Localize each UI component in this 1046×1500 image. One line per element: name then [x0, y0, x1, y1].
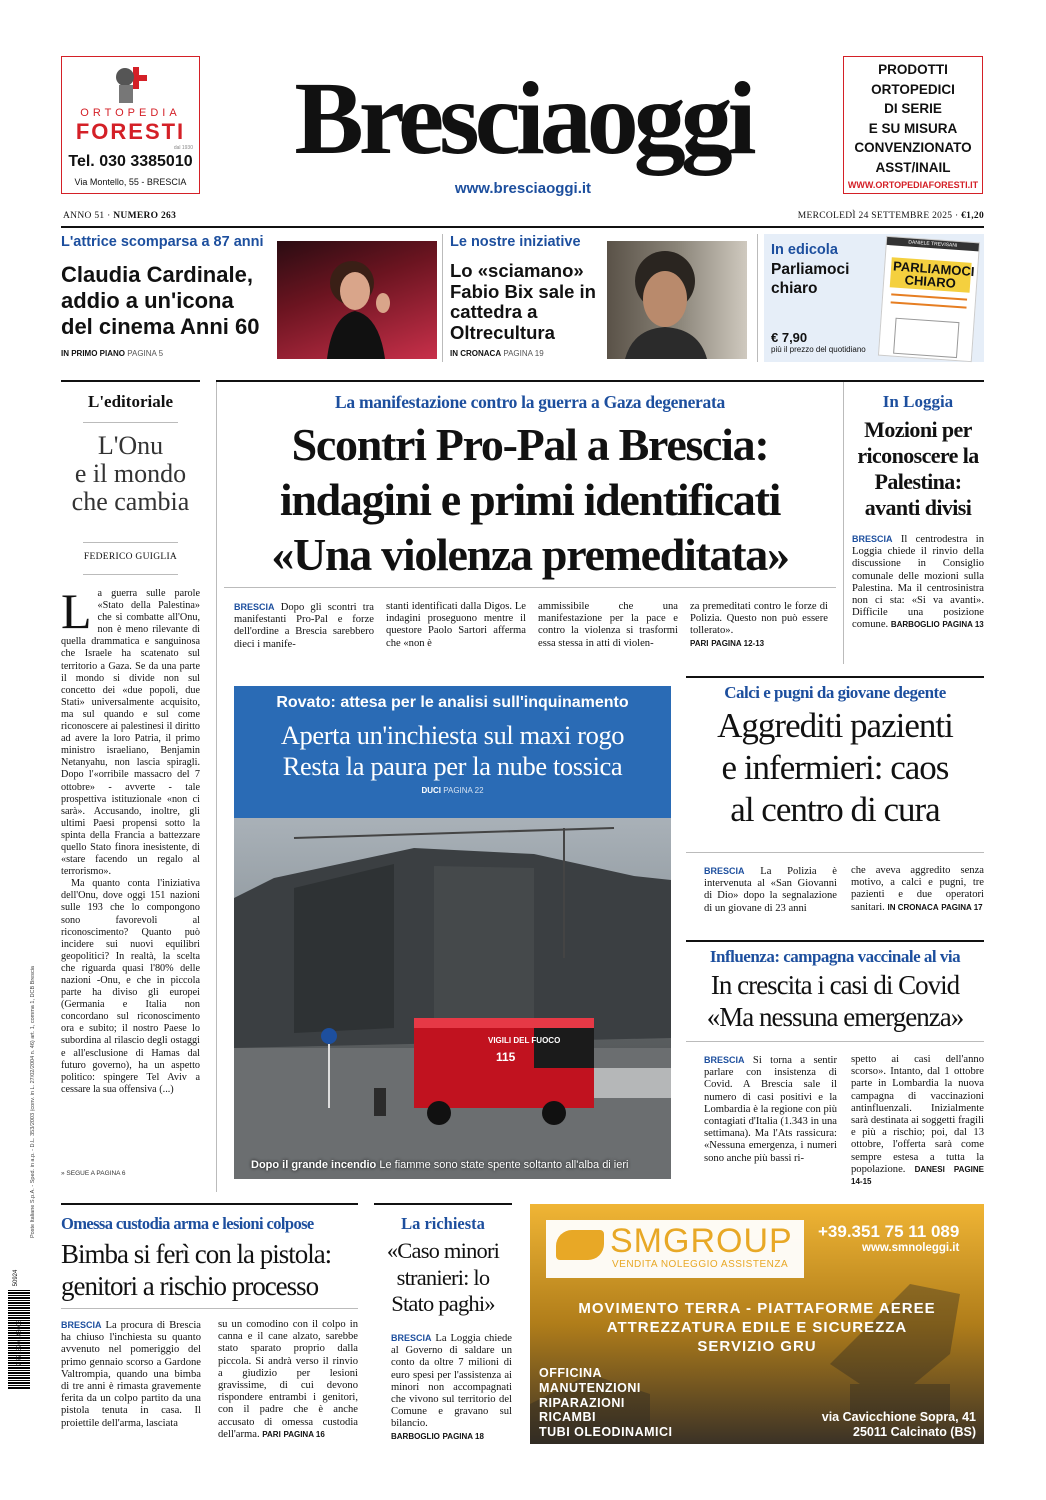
services-line: ORTOPEDICI: [871, 81, 955, 97]
minori-kicker: La richiesta: [401, 1214, 485, 1233]
bimba-col-2: su un comodino con il colpo in canna e il cane alzato, sarebbe stato sparato proprio dalla piccola. Si andrà verso il rinvio a giudizio per lesioni gravissime, di cui devono rispondere entrambi i genitori, con il padre che è anche accusato di omessa custodia dell'arma. PARI PAGINA 16: [218, 1319, 358, 1440]
bix-photo: [607, 241, 747, 359]
truck-text: VIGILI DEL FUOCO: [488, 1036, 561, 1045]
foresti-brand-tag: dal 1930: [173, 145, 193, 151]
influenza-col-1: BRESCIA Si torna a sentir parlare con insistenza di Covid. A Brescia sale il numero di casi positivi e la Lombardia è la regione con più contagiati d'Italia (1.343 in una settimana). Ma l'Ats rassicura: «Nessuna emergenza, i numeri sono anche più bassi ri-: [704, 1055, 837, 1164]
lead-kicker: La manifestazione contro la guerra a Gaza degenerata: [335, 392, 725, 412]
foresti-logo-icon: [111, 63, 151, 105]
postal-notice: Poste Italiane S.p.A. - Sped. in a.p. - D.L. 353/2003 (conv. in L. 27/02/2004 n. 46) art. 1, comma 1, DCB Brescia: [30, 966, 36, 1238]
minori-body: BRESCIA La Loggia chiede al Governo di saldare un conto da oltre 7 milioni di euro spesi per l'assistenza ai minori non accompagnati che vivono sul territorio del Comune e gravano sul bilancio. BARBOGLIO PAGINA 18: [391, 1333, 512, 1441]
sm-tagline: VENDITA NOLEGGIO ASSISTENZA: [612, 1259, 789, 1270]
lead-headline: Scontri Pro-Pal a Brescia: indagini e primi identificati «Una violenza premeditata»: [271, 419, 789, 580]
sm-brand: SMGROUP: [610, 1222, 793, 1260]
aggrediti-headline: Aggrediti pazienti e infermieri: caos al centro di cura: [717, 706, 953, 829]
aggrediti-story[interactable]: [686, 677, 984, 937]
services-line: E SU MISURA: [868, 120, 958, 136]
issue-price: €1,20: [961, 211, 984, 221]
teaser-title: Claudia Cardinale, addio a un'icona del cinema Anni 60: [61, 262, 260, 339]
minori-story[interactable]: [374, 1204, 512, 1454]
aggrediti-col-2: che aveva aggredito senza motivo, a calci e pugni, tre pazienti e due operatori sanitari. IN CRONACA PAGINA 17: [851, 865, 984, 913]
edicola-price-note: più il prezzo del quotidiano: [771, 345, 866, 354]
masthead-title: Bresciaoggi: [294, 61, 752, 176]
influenza-headline: In crescita i casi di Covid «Ma nessuna emergenza»: [706, 970, 964, 1032]
teaser-kicker: Le nostre iniziative: [450, 234, 581, 250]
services-line: DI SERIE: [884, 101, 942, 116]
foresti-brand-name: FORESTI: [75, 119, 186, 144]
lead-story[interactable]: [224, 382, 836, 672]
book-cover: [878, 236, 980, 362]
issue-number: NUMERO 263: [113, 211, 177, 221]
loggia-story[interactable]: [852, 382, 984, 664]
sm-list: OFFICINA MANUTENZIONI RIPARAZIONI RICAMBI TUBI OLEODINAMICI: [539, 1366, 673, 1440]
editorial-body: La guerra sulle parole «Stato della Palestina» che si combatte all'Onu, non è meno rilevante di quella drammatica e sanguinosa che Israele ha scatenato sul territorio a Gaza. Se da una parte il mondo si divide non sul concetto dei «due popoli, due Stati» universalmente acquisito, ma sul quando e sul come riconoscere ai palestinesi il diritto ad avere la loro Patria, il primo ministro israeliano, Benjamin Netanyahu, non lascia spiragli. Dopo l'«orribile massacro del 7 ottobre» - avverte - tale prospettiva istituzionale «non ci sarà». Accusando, inoltre, gli ultimi Paesi propensi sotto la spinta della Francia a battezzare quello Stato finora inesistente, di «stare facendo un regalo al terrorismo». Ma quanto conta l'iniziativa dell'Onu, dove oggi 151 nazioni sulle 193 che lo compongono sono favorevoli al riconoscimento? Quanto può incidere sui nuovi equilibri geopolitici? In realtà, la scelta che riguarda quasi l'80% delle nazioni -Onu, e che in piccola parte ha diviso gli europei (Germania e Italia non concordano sul riconoscimento ora e subito; il nostro Paese lo subordina al rilascio degli ostaggi e all'esclusione di Hamas dal futuro governo), ha un aspetto politico: spingere Tel Aviv a cessare la sua offensiva (...): [61, 583, 200, 1095]
influenza-col-2: spetto ai casi dell'anno scorso». Intanto, dal 1 ottobre parte in Lombardia la nuova campagna di vaccinazioni antinfluenzali. Inizialmente sarà destinata ai soggetti fragili e più a rischio; poi, dal 13 ottobre, l'offerta sarà come sempre estesa a tutta la popolazione. DANESI PAGINE 14-15: [851, 1054, 984, 1187]
ad-smgroup[interactable]: [530, 1204, 984, 1444]
barcode-number: 9 771590 148008: [17, 1319, 23, 1367]
influenza-kicker: Influenza: campagna vaccinale al via: [709, 947, 961, 966]
teaser-kicker: L'attrice scomparsa a 87 anni: [61, 234, 264, 250]
masthead-website[interactable]: www.bresciaoggi.it: [454, 180, 592, 197]
aggrediti-kicker: Calci e pugni da giovane degente: [724, 683, 946, 702]
sm-services: MOVIMENTO TERRA - PIATTAFORME AEREE ATTREZZATURA EDILE E SICUREZZA SERVIZIO GRU: [578, 1300, 936, 1355]
teaser-title: Lo «sciamano» Fabio Bix sale in cattedra a Oltrecultura: [450, 260, 596, 343]
bimba-col-1: BRESCIA La procura di Brescia ha chiuso l'inchiesta su quanto avvenuto nel pomeriggio del primo gennaio scorso a Gardone Valtrompia, quando una bimba di tre anni è rimasta gravemente ferita da un colpo partito da una pistola tenuta in casa. Il proiettile dell'arma, lasciata: [61, 1320, 201, 1429]
services-url: WWW.ORTOPEDIAFORESTI.IT: [847, 180, 979, 190]
loggia-title: Mozioni per riconoscere la Palestina: avanti divisi: [857, 417, 979, 520]
cardinale-photo: [277, 241, 437, 359]
teaser-edicola[interactable]: [764, 234, 984, 362]
truck-number: 115: [496, 1050, 516, 1064]
editorial-author: FEDERICO GUIGLIA: [83, 552, 178, 562]
teaser-kicker: In edicola: [771, 242, 838, 258]
issue-year: ANNO 51: [63, 211, 105, 221]
barcode-issue: 50924: [13, 1269, 19, 1287]
aggrediti-col-1: BRESCIA La Polizia è intervenuta al «San Giovanni di Dio» dopo la segnalazione di un giovane di 23 anni: [704, 866, 837, 914]
rovato-kicker: Rovato: attesa per le analisi sull'inquinamento: [276, 694, 629, 711]
teaser-bix[interactable]: [450, 234, 750, 362]
sm-logo-icon: [556, 1230, 604, 1260]
foresti-phone: Tel. 030 3385010: [68, 153, 193, 170]
influenza-story[interactable]: [686, 941, 984, 1186]
lead-col-4: za premeditati contro le forze di Polizia. Questo non può essere tollerato». PARI PAGINA 12-13: [690, 601, 828, 648]
bimba-story[interactable]: [61, 1204, 358, 1454]
services-line: CONVENZIONATO: [854, 140, 972, 155]
rovato-caption: Dopo il grande incendio Le fiamme sono state spente soltanto all'alba di ieri: [251, 1159, 629, 1171]
edicola-price: € 7,90: [771, 330, 808, 345]
issue-date-price: MERCOLEDÌ 24 SETTEMBRE 2025 · €1,20: [797, 211, 984, 221]
lead-col-3: ammissibile che una manifestazione per la pace e contro la violenza si trasformi essa stessa in atti di violen-: [538, 601, 678, 649]
teaser-ref: IN CRONACA PAGINA 19: [450, 349, 544, 358]
loggia-body: BRESCIA Il centrodestra in Loggia chiede il rinvio della discussione in Consiglio comunale delle mozioni sulla Palestina. Ma il centrosinistra non ci sta: «Si va avanti». Difficile una posizione comune. BARBOGLIO PAGINA 13: [852, 534, 984, 631]
ad-foresti-services[interactable]: [843, 56, 983, 194]
editorial: [61, 380, 200, 1190]
book-title: PARLIAMOCI CHIARO: [890, 257, 972, 293]
bimba-kicker: Omessa custodia arma e lesioni colpose: [61, 1214, 314, 1233]
rovato-ref: DUCI PAGINA 22: [421, 786, 484, 795]
issue-date: MERCOLEDÌ 24 SETTEMBRE 2025: [797, 211, 953, 221]
foresti-brand-top: ORTOPEDIA: [80, 107, 181, 119]
editorial-label: L'editoriale: [88, 392, 173, 411]
sm-website: www.smnoleggi.it: [862, 1242, 960, 1254]
teaser-title: Parliamoci chiaro: [771, 261, 850, 297]
bimba-headline: Bimba si ferì con la pistola: genitori a rischio processo: [61, 1239, 332, 1301]
loggia-kicker: In Loggia: [882, 392, 954, 411]
issue-info: ANNO 51 · NUMERO 263: [63, 211, 177, 221]
ad-foresti[interactable]: [61, 56, 200, 194]
teaser-cardinale[interactable]: [61, 234, 437, 362]
rovato-photo: [234, 818, 671, 1179]
rovato-story[interactable]: [234, 686, 671, 1179]
lead-col-1: BRESCIA Dopo gli scontri tra manifestanti Pro-Pal e forze dell'ordine a Brescia sarebbero dieci i manife-: [234, 602, 374, 650]
dropcap: L: [61, 583, 92, 639]
minori-headline: «Caso minori stranieri: lo Stato paghi»: [386, 1238, 500, 1316]
sm-phone: +39.351 75 11 089: [818, 1222, 960, 1241]
rovato-title: Aperta un'inchiesta sul maxi rogo Resta la paura per la nube tossica: [280, 720, 625, 781]
teaser-ref: IN PRIMO PIANO PAGINA 5: [61, 349, 164, 358]
foresti-address: Via Montello, 55 - BRESCIA: [74, 177, 187, 187]
book-author: DANIELE TREVISANI: [887, 237, 979, 251]
editorial-continue: » SEGUE A PAGINA 6: [61, 1170, 126, 1177]
editorial-title: L'Onu e il mondo che cambia: [71, 431, 190, 516]
lead-col-2: stanti identificati dalla Digos. Le indagini proseguono mentre il questore Paolo Sartori afferma che «non è: [386, 601, 526, 649]
sm-address: via Cavicchione Sopra, 41 25011 Calcinato (BS): [821, 1410, 976, 1439]
services-line: PRODOTTI: [878, 62, 948, 77]
services-line: ASST/INAIL: [875, 159, 951, 175]
